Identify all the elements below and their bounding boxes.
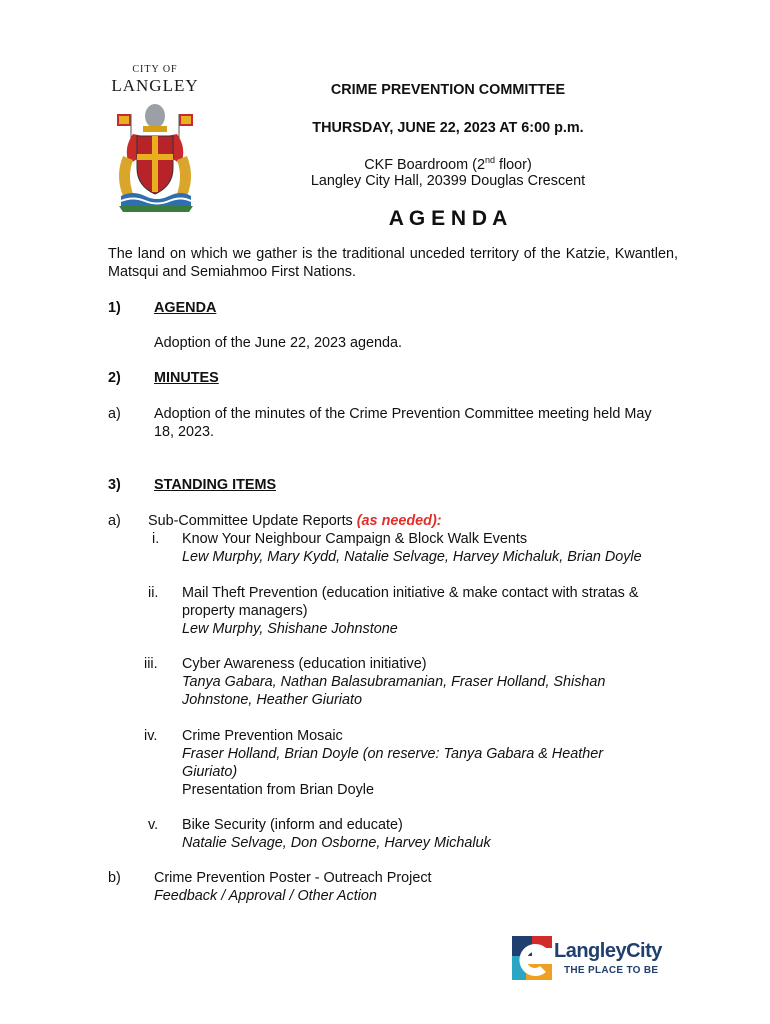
item-iv-people-line1: Fraser Holland, Brian Doyle (on reserve: Tanya Gabara & Heather (182, 746, 603, 762)
item-i-people: Lew Murphy, Mary Kydd, Natalie Selvage, Harvey Michaluk, Brian Doyle (182, 549, 642, 565)
committee-name: CRIME PREVENTION COMMITTEE (330, 82, 566, 98)
meeting-room (0, 155, 770, 173)
section-3a-text: Sub-Committee Update Reports (148, 513, 357, 529)
item-iv-title: Crime Prevention Mosaic (182, 728, 343, 744)
section-1-title: AGENDA (154, 300, 217, 316)
langley-city-tagline: THE PLACE TO BE (564, 965, 659, 976)
crest-text-city-of: CITY OF (132, 64, 178, 75)
item-iii-number: iii. (144, 656, 158, 672)
meeting-address: Langley City Hall, 20399 Douglas Crescent (310, 173, 586, 189)
item-v-title: Bike Security (inform and educate) (182, 817, 403, 833)
section-2a-label: a) (108, 406, 121, 422)
langley-city-mark-icon (510, 934, 554, 982)
langley-city-logo (510, 934, 680, 984)
langley-city-name: LangleyCity (554, 940, 662, 962)
section-3a-label: a) (108, 513, 121, 529)
item-ii-title-line2: property managers) (182, 603, 308, 619)
item-v-number: v. (148, 817, 159, 833)
section-3b-label: b) (108, 870, 121, 886)
section-3b-sub: Feedback / Approval / Other Action (154, 888, 377, 904)
section-2a-line2: 18, 2023. (154, 424, 215, 440)
meeting-room-post: floor) (494, 156, 532, 173)
section-1-number: 1) (108, 300, 121, 316)
item-iv-people-line2: Giuriato) (182, 764, 238, 780)
item-i-title: Know Your Neighbour Campaign & Block Walk Events (182, 531, 528, 547)
item-i-number: i. (152, 531, 160, 547)
item-ii-title-line1: Mail Theft Prevention (education initiative & make contact with stratas & (182, 585, 639, 601)
section-3b-title: Crime Prevention Poster - Outreach Project (154, 870, 432, 886)
land-acknowledgement: The land on which we gather is the traditional unceded territory of the Katzie, Kwantlen, Matsqui and Semiahmoo First Nations. (108, 246, 678, 280)
item-v-people: Natalie Selvage, Don Osborne, Harvey Michaluk (182, 835, 491, 851)
item-iii-people-line2: Johnstone, Heather Giuriato (182, 692, 362, 708)
section-3a-heading (148, 513, 442, 529)
section-2-number: 2) (108, 370, 121, 386)
section-2a-line1: Adoption of the minutes of the Crime Prevention Committee meeting held May (154, 406, 652, 422)
section-1-body: Adoption of the June 22, 2023 agenda. (154, 335, 403, 351)
item-iii-title: Cyber Awareness (education initiative) (182, 656, 427, 672)
crest-text-langley: LANGLEY (111, 76, 199, 95)
item-ii-people: Lew Murphy, Shishane Johnstone (182, 621, 398, 637)
item-iv-number: iv. (144, 728, 158, 744)
as-needed-note: (as needed): (356, 513, 442, 529)
meeting-room-pre: CKF Boardroom (2 (364, 156, 485, 173)
section-3-number: 3) (108, 477, 121, 493)
item-iii-people-line1: Tanya Gabara, Nathan Balasubramanian, Fraser Holland, Shishan (182, 674, 606, 690)
agenda-title: A G E N D A (388, 207, 508, 230)
item-ii-number: ii. (148, 585, 159, 601)
meeting-date: THURSDAY, JUNE 22, 2023 AT 6:00 p.m. (312, 120, 584, 136)
meeting-room-sup: nd (484, 155, 495, 165)
section-2-title: MINUTES (154, 370, 219, 386)
section-3-title: STANDING ITEMS (154, 477, 277, 493)
item-iv-extra: Presentation from Brian Doyle (182, 782, 374, 798)
